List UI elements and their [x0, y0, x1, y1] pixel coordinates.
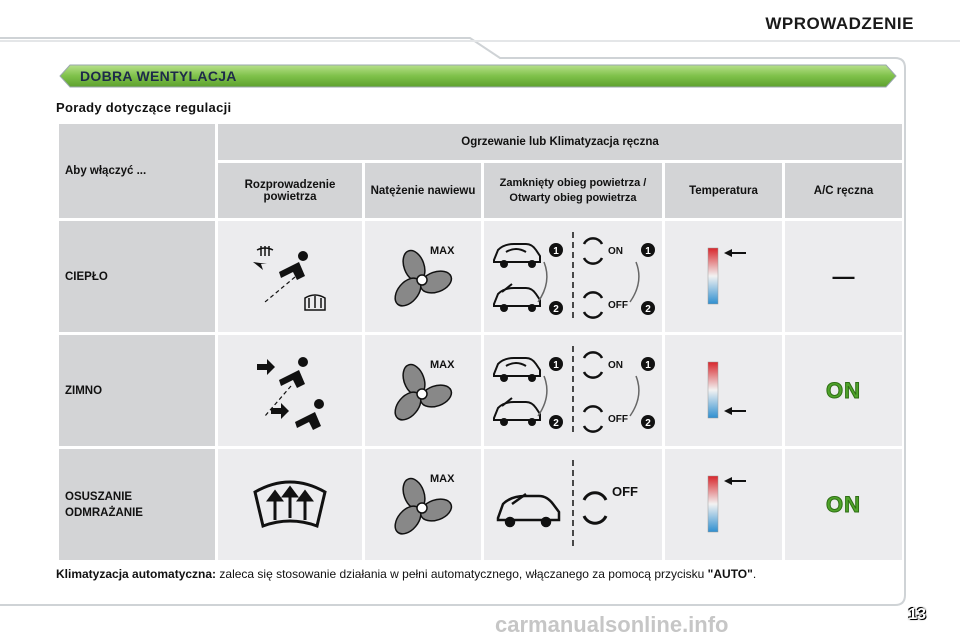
air-distribution-icon — [235, 346, 345, 436]
corner-label: Aby włączyć ... — [59, 124, 215, 218]
temperature-gauge-icon — [694, 242, 754, 312]
page-number: 13 — [908, 606, 926, 623]
fan-cell — [365, 335, 481, 446]
column-header-recirculation: Zamknięty obieg powietrza / Otwarty obieg powietrza — [484, 163, 662, 218]
fan-icon — [378, 460, 468, 550]
svg-text:1: 1 — [645, 359, 651, 371]
car-recirc-icon — [498, 494, 559, 526]
temperature-gauge-icon — [694, 470, 754, 540]
fan-max-label: MAX — [430, 472, 455, 485]
svg-text:1: 1 — [553, 359, 559, 371]
column-header-fan: Natężenie nawiewu — [365, 163, 481, 218]
recirculation-diagram — [488, 232, 658, 322]
svg-text:ON: ON — [608, 359, 623, 371]
fan-max-label: MAX — [430, 358, 455, 371]
row-label-cold: ZIMNO — [59, 335, 215, 446]
temperature-gauge-icon — [694, 356, 754, 426]
recirc-arrows-icon — [584, 238, 602, 317]
svg-text:2: 2 — [645, 303, 651, 315]
watermark: carmanualsonline.info — [495, 612, 729, 637]
fan-icon — [378, 346, 468, 436]
table-row — [59, 335, 902, 446]
fan-max-label: MAX — [430, 244, 455, 257]
car-recirc-icon — [494, 244, 540, 311]
fan-cell — [365, 449, 481, 560]
svg-text:OFF: OFF — [612, 483, 638, 499]
section-subtitle: Porady dotyczące regulacji — [56, 100, 232, 115]
recirculation-diagram — [488, 346, 658, 436]
svg-text:OFF: OFF — [608, 413, 628, 425]
svg-text:1: 1 — [553, 245, 559, 257]
svg-text:ON: ON — [608, 245, 623, 257]
svg-text:2: 2 — [553, 417, 559, 429]
svg-text:2: 2 — [645, 417, 651, 429]
ac-cell — [785, 335, 902, 446]
svg-text:2: 2 — [553, 303, 559, 315]
table-row — [59, 221, 902, 332]
temperature-cell — [665, 335, 782, 446]
recirculation-cell — [484, 449, 662, 560]
ac-status-off: — — [832, 263, 855, 289]
recirc-arrows-icon — [584, 492, 606, 522]
row-label-defrost: OSUSZANIE ODMRAŻANIE — [59, 449, 215, 560]
temperature-cell — [665, 221, 782, 332]
car-recirc-icon — [494, 358, 540, 425]
group-header: Ogrzewanie lub Klimatyzacja ręczna — [218, 124, 902, 160]
recirc-arrows-icon — [584, 352, 602, 431]
svg-text:OFF: OFF — [608, 299, 628, 311]
row-label-heat: CIEPŁO — [59, 221, 215, 332]
footer-note: Klimatyzacja automatyczna: zaleca się stosowanie działania w pełni automatycznego, włączanego za pomocą przycisku "AUTO". — [56, 567, 757, 581]
column-header-temperature: Temperatura — [665, 163, 782, 218]
air-distribution-cell — [218, 221, 362, 332]
ac-status-on: ON — [826, 491, 862, 517]
recirculation-diagram — [488, 460, 658, 550]
ventilation-table — [56, 121, 905, 563]
air-distribution-icon — [235, 232, 345, 322]
air-distribution-cell — [218, 449, 362, 560]
fan-icon — [378, 232, 468, 322]
ac-status-on: ON — [826, 377, 862, 403]
column-header-distribution: Rozprowadzenie powietrza — [218, 163, 362, 218]
fan-cell — [365, 221, 481, 332]
temperature-cell — [665, 449, 782, 560]
defrost-icon — [245, 470, 335, 540]
ac-cell — [785, 449, 902, 560]
section-title: DOBRA WENTYLACJA — [80, 68, 237, 84]
svg-text:1: 1 — [645, 245, 651, 257]
recirculation-cell — [484, 335, 662, 446]
air-distribution-cell — [218, 335, 362, 446]
page-header-title: WPROWADZENIE — [765, 14, 914, 33]
table-row — [59, 449, 902, 560]
column-header-ac: A/C ręczna — [785, 163, 902, 218]
recirculation-cell — [484, 221, 662, 332]
ac-cell — [785, 221, 902, 332]
